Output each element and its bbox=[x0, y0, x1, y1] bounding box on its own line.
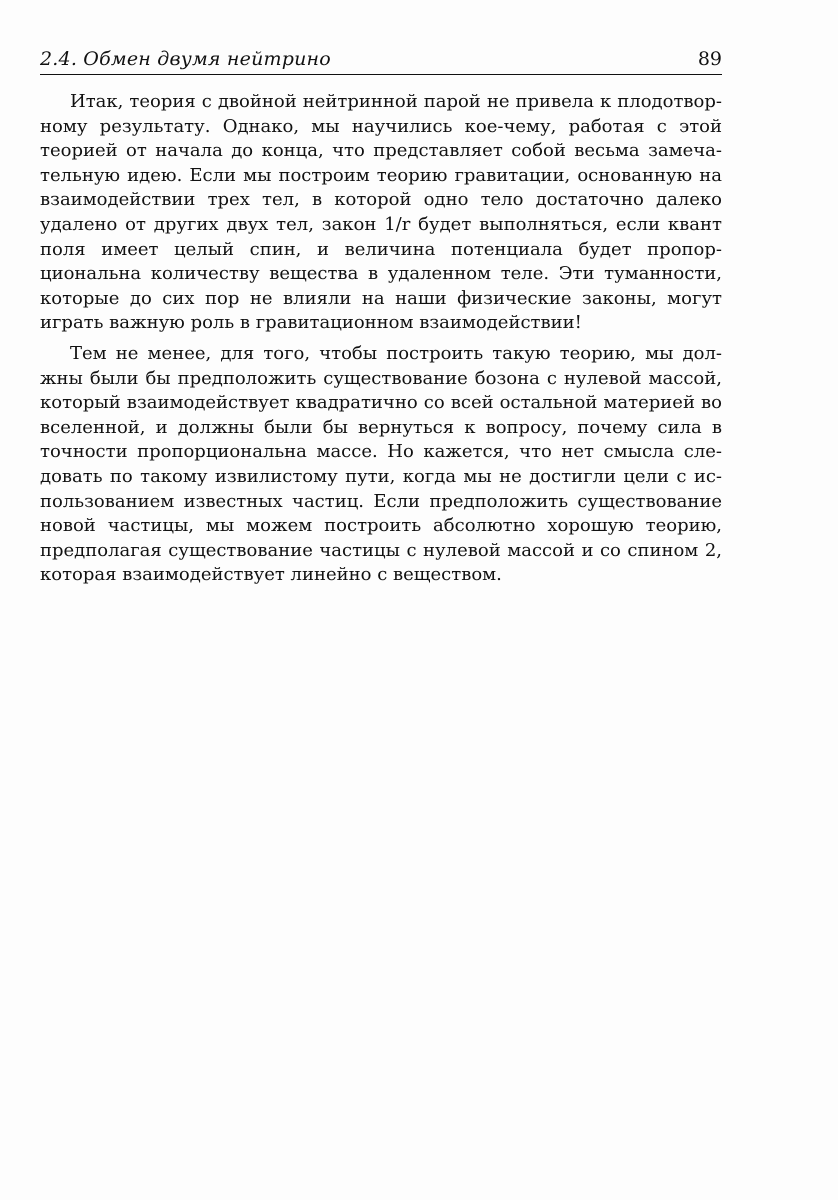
paragraph-2: Тем не менее, для того, чтобы построить такую теорию, мы должны были бы предположить существование бозона с нулевой массой, который взаимодействует квадратично со всей остальной материей во вселенной, и должны были бы вернуться к вопросу, почему сила в точности пропорциональна массе. Но кажется, что нет смысла следовать по такому извилистому пути, когда мы не достигли цели с использованием известных частиц. Если предположить существование новой частицы, мы можем построить абсолютно хорошую теорию, предполагая существование частицы с нулевой массой и со спином 2, которая взаимодействует линейно с веществом. bbox=[40, 342, 722, 586]
running-head bbox=[40, 46, 722, 75]
paragraph-1: Итак, теория с двойной нейтринной парой не привела к плодотворному результату. Однако, мы научились кое-чему, работая с этой теорией от начала до конца, что представляет собой весьма замечательную идею. Если мы построим теорию гравитации, основанную на взаимодействии трех тел, в которой одно тело достаточно далеко удалено от других двух тел, закон 1/r будет выполняться, если квант поля имеет целый спин, и величина потенциала будет пропорциональна количеству вещества в удаленном теле. Эти туманности, которые до сих пор не влияли на наши физические законы, могут играть важную роль в гравитационном взаимодействии! bbox=[40, 91, 722, 334]
section-title: 2.4. Обмен двумя нейтрино bbox=[40, 48, 331, 70]
body-text bbox=[40, 90, 722, 594]
page-number: 89 bbox=[697, 48, 722, 70]
